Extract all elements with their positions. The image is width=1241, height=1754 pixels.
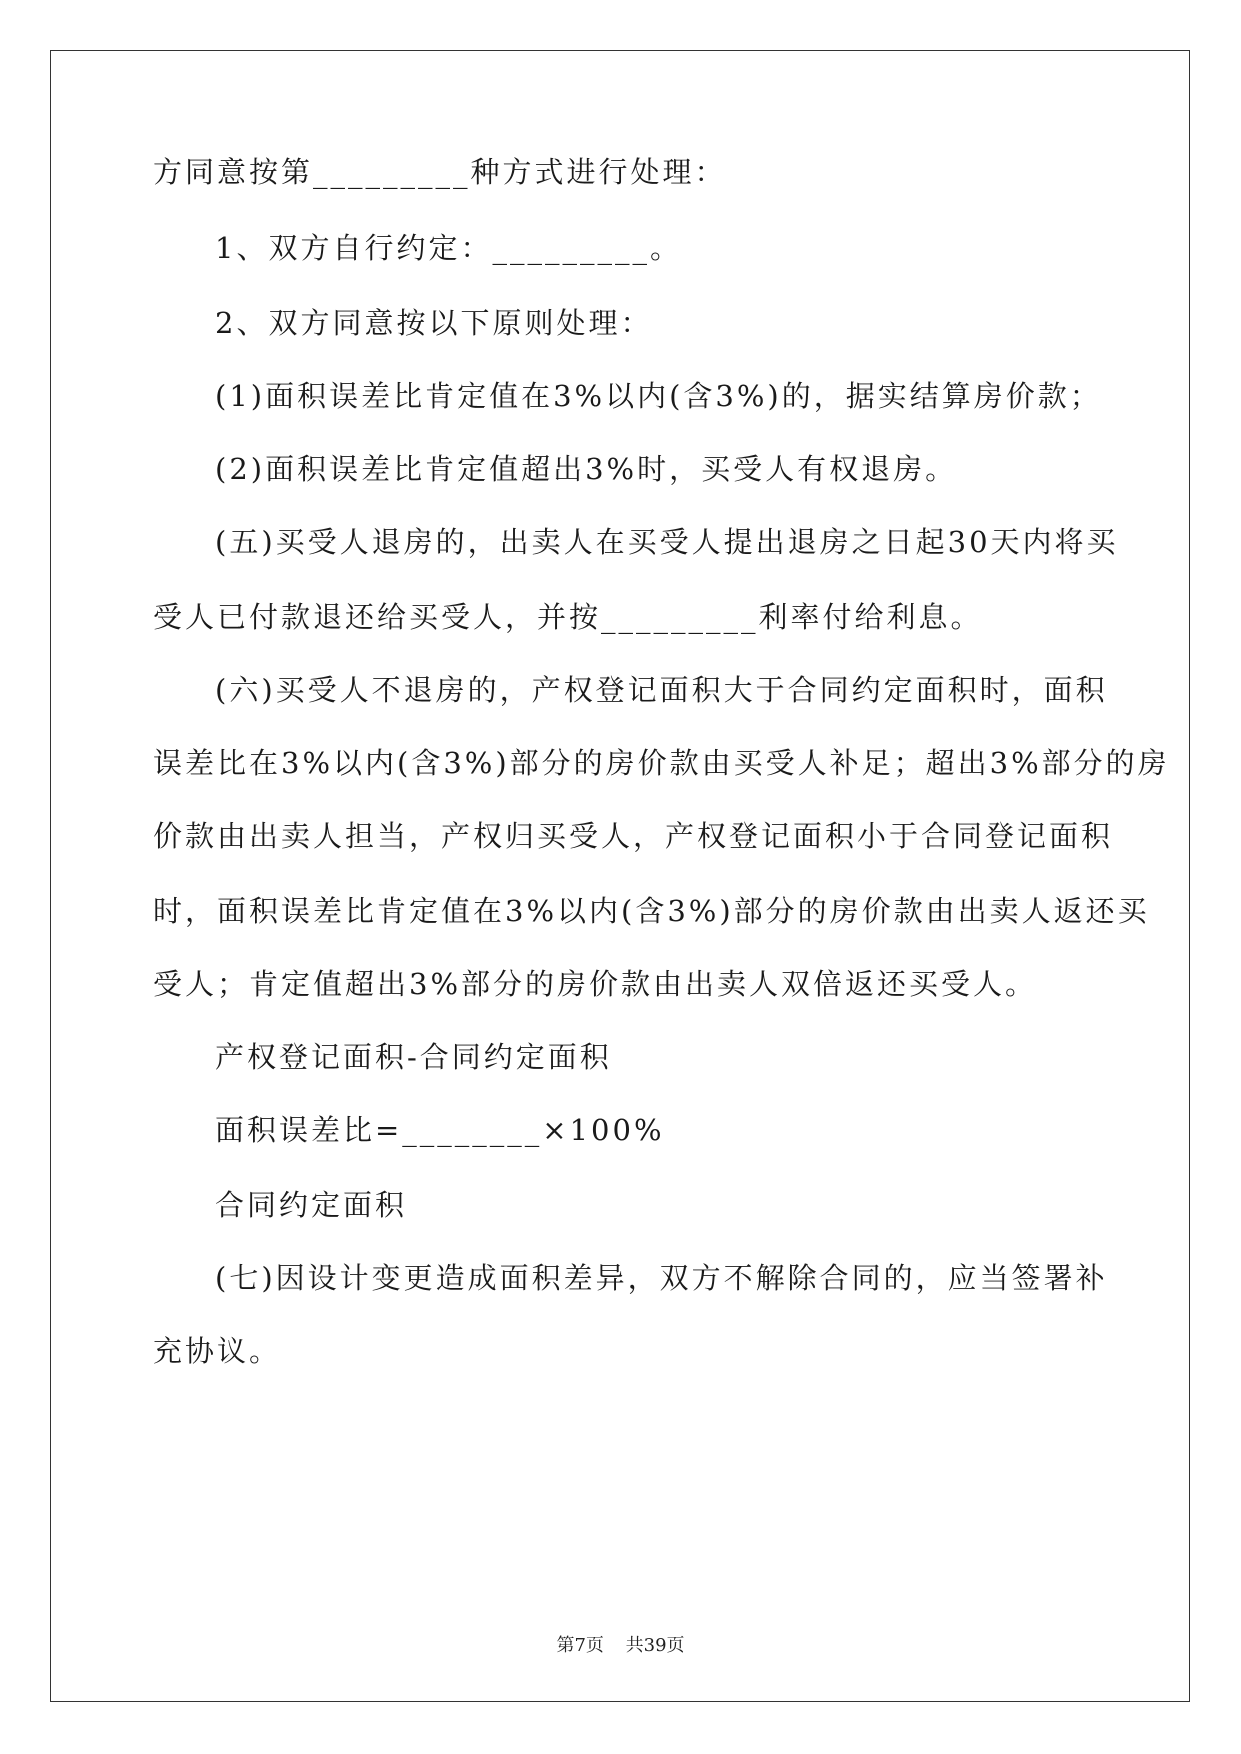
formula-denominator: 合同约定面积 [215, 1188, 408, 1222]
text-line-2: 1、双方自行约定：_________。 [215, 231, 682, 265]
text-line-3: 2、双方同意按以下原则处理： [215, 306, 653, 340]
text-line-7: 受人已付款退还给买受人，并按_________利率付给利息。 [153, 600, 983, 634]
formula-numerator: 产权登记面积-合同约定面积 [215, 1040, 612, 1074]
text-line-9: 误差比在3%以内(含3%)部分的房价款由买受人补足；超出3%部分的房 [153, 746, 1170, 780]
page-total: 共39页 [625, 1635, 685, 1656]
page-border [50, 50, 1190, 1702]
text-line-16: (七)因设计变更造成面积差异，双方不解除合同的，应当签署补 [215, 1261, 1108, 1295]
page-footer [0, 1634, 1241, 1658]
text-line-17: 充协议。 [153, 1334, 282, 1368]
formula-line: 面积误差比=________×100% [215, 1113, 665, 1147]
page-number: 第7页 [556, 1635, 604, 1656]
text-line-6: (五)买受人退房的，出卖人在买受人提出退房之日起30天内将买 [215, 525, 1119, 559]
text-line-1: 方同意按第_________种方式进行处理： [153, 155, 727, 189]
text-line-8: (六)买受人不退房的，产权登记面积大于合同约定面积时，面积 [215, 673, 1108, 707]
text-line-11: 时，面积误差比肯定值在3%以内(含3%)部分的房价款由出卖人返还买 [153, 894, 1150, 928]
text-line-10: 价款由出卖人担当，产权归买受人，产权登记面积小于合同登记面积 [153, 819, 1114, 853]
text-line-12: 受人；肯定值超出3%部分的房价款由出卖人双倍返还买受人。 [153, 967, 1038, 1001]
text-line-5: (2)面积误差比肯定值超出3%时，买受人有权退房。 [215, 452, 958, 486]
text-line-4: (1)面积误差比肯定值在3%以内(含3%)的，据实结算房价款； [215, 379, 1102, 413]
